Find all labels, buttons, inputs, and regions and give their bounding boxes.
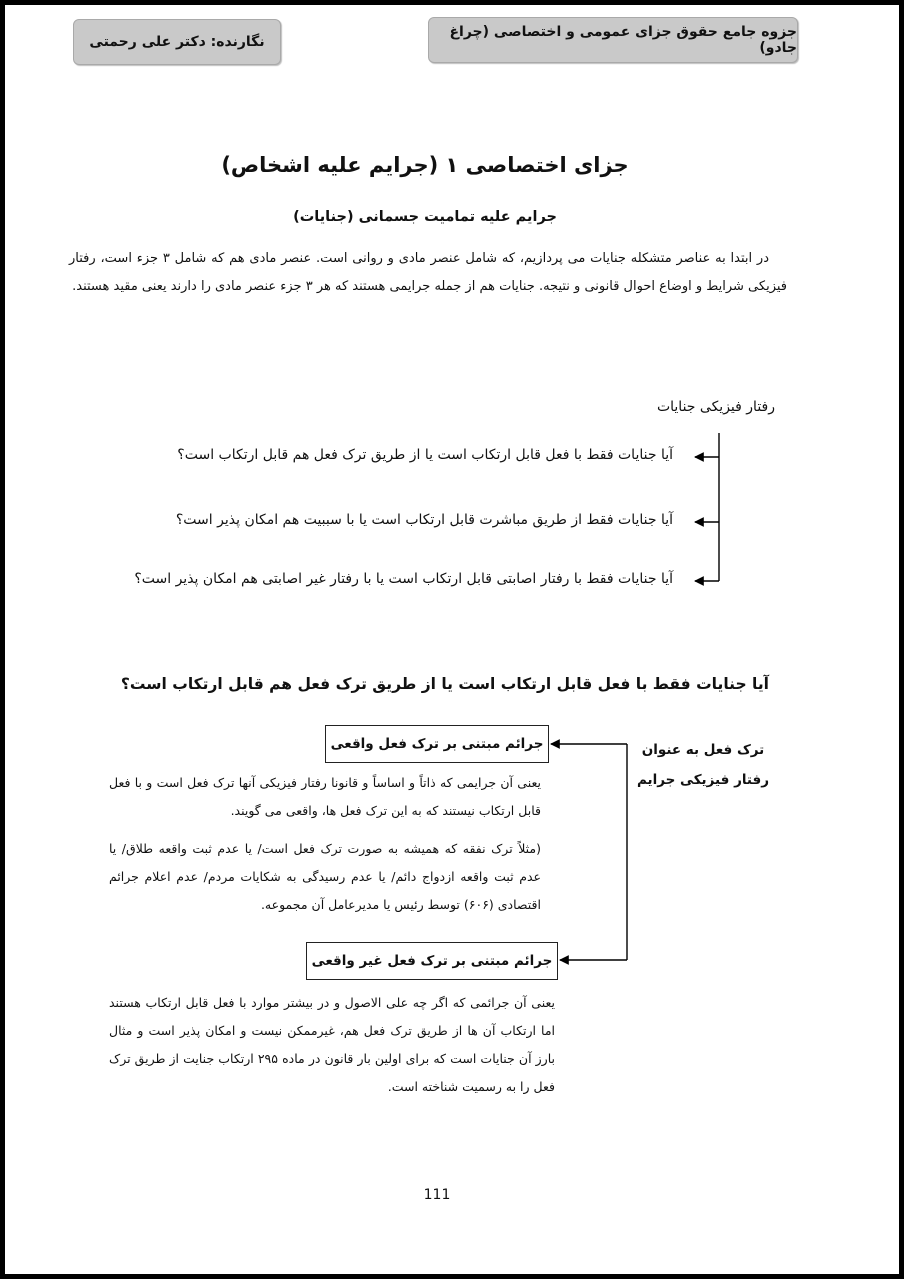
box1-description (109, 769, 541, 825)
side-label-line-2: رفتار فیزیکی جرایم (636, 772, 770, 788)
intro-paragraph (69, 245, 787, 301)
box1-example-text: (مثلاً ترک نفقه که همیشه به صورت ترک فعل است/ یا عدم ثبت واقعه طلاق/ یا عدم ثبت واقعه ازدواج دائم/ یا عدم رسیدگی به شکایات مردم/ عدم اعلام جرائم اقتصادی (۶۰۶) توسط رئیس یا مدیرعامل آن مجموعه. (109, 841, 541, 912)
tree-root-label: رفتار فیزیکی جنایات (656, 399, 775, 415)
tree-question-2: آیا جنایات فقط از طریق مباشرت قابل ارتکاب است یا با سببیت هم امکان پذیر است؟ (175, 512, 673, 528)
tree-question-1: آیا جنایات فقط با فعل قابل ارتکاب است یا از طریق ترک فعل هم قابل ارتکاب است؟ (177, 447, 673, 463)
box1-description-text: یعنی آن جرایمی که ذاتاً و اساساً و قانونا رفتار فیزیکی آنها ترک فعل است و با فعل قابل ارتکاب نیستند که به این ترک فعل ها، واقعی می گویند. (109, 775, 541, 818)
tree-question-3: آیا جنایات فقط با رفتار اصابتی قابل ارتکاب است یا با رفتار غیر اصابتی هم امکان پذیر است؟ (134, 571, 673, 587)
page-number: 111 (423, 1187, 451, 1203)
header-author: نگارنده: دکتر علی رحمتی (73, 19, 281, 65)
side-label (631, 735, 775, 795)
intro-text: در ابتدا به عناصر متشکله جنایات می پردازیم، که شامل عنصر مادی و روانی است. عنصر مادی هم که شامل ۳ جزء است، رفتار فیزیکی شرایط و اوضاع احوال قانونی و نتیجه. جنایات هم از جمله جرایمی هستند که هر ۳ جزء عنصر مادی را دارند یعنی مقید هستند. (69, 251, 787, 294)
section-heading: آیا جنایات فقط با فعل قابل ارتکاب است یا از طریق ترک فعل هم قابل ارتکاب است؟ (120, 675, 769, 693)
box1-example (109, 835, 541, 919)
page-subtitle: جرایم علیه تمامیت جسمانی (جنایات) (293, 209, 557, 225)
side-label-line-1: ترک فعل به عنوان (641, 742, 765, 758)
header-book-title: جزوه جامع حقوق جزای عمومی و اختصاصی (چراغ جادو) (428, 17, 798, 63)
box-unreal-omission: جرائم مبتنی بر ترک فعل غیر واقعی (306, 942, 558, 980)
box-real-omission: جرائم مبتنی بر ترک فعل واقعی (325, 725, 549, 763)
page-title: جزای اختصاصی ۱ (جرایم علیه اشخاص) (221, 153, 629, 177)
box2-description-text: یعنی آن جرائمی که اگر چه علی الاصول و در بیشتر موارد با فعل قابل ارتکاب هستند اما ارتکاب آن ها از طریق ترک فعل هم، غیرممکن نیست و امکان پذیر است و مثال بارز آن جنایات است که برای اولین بار قانون در ماده ۲۹۵ ارتکاب جنایت از طریق ترک فعل را به رسمیت شناخته است. (109, 995, 555, 1094)
box2-description (109, 989, 555, 1101)
